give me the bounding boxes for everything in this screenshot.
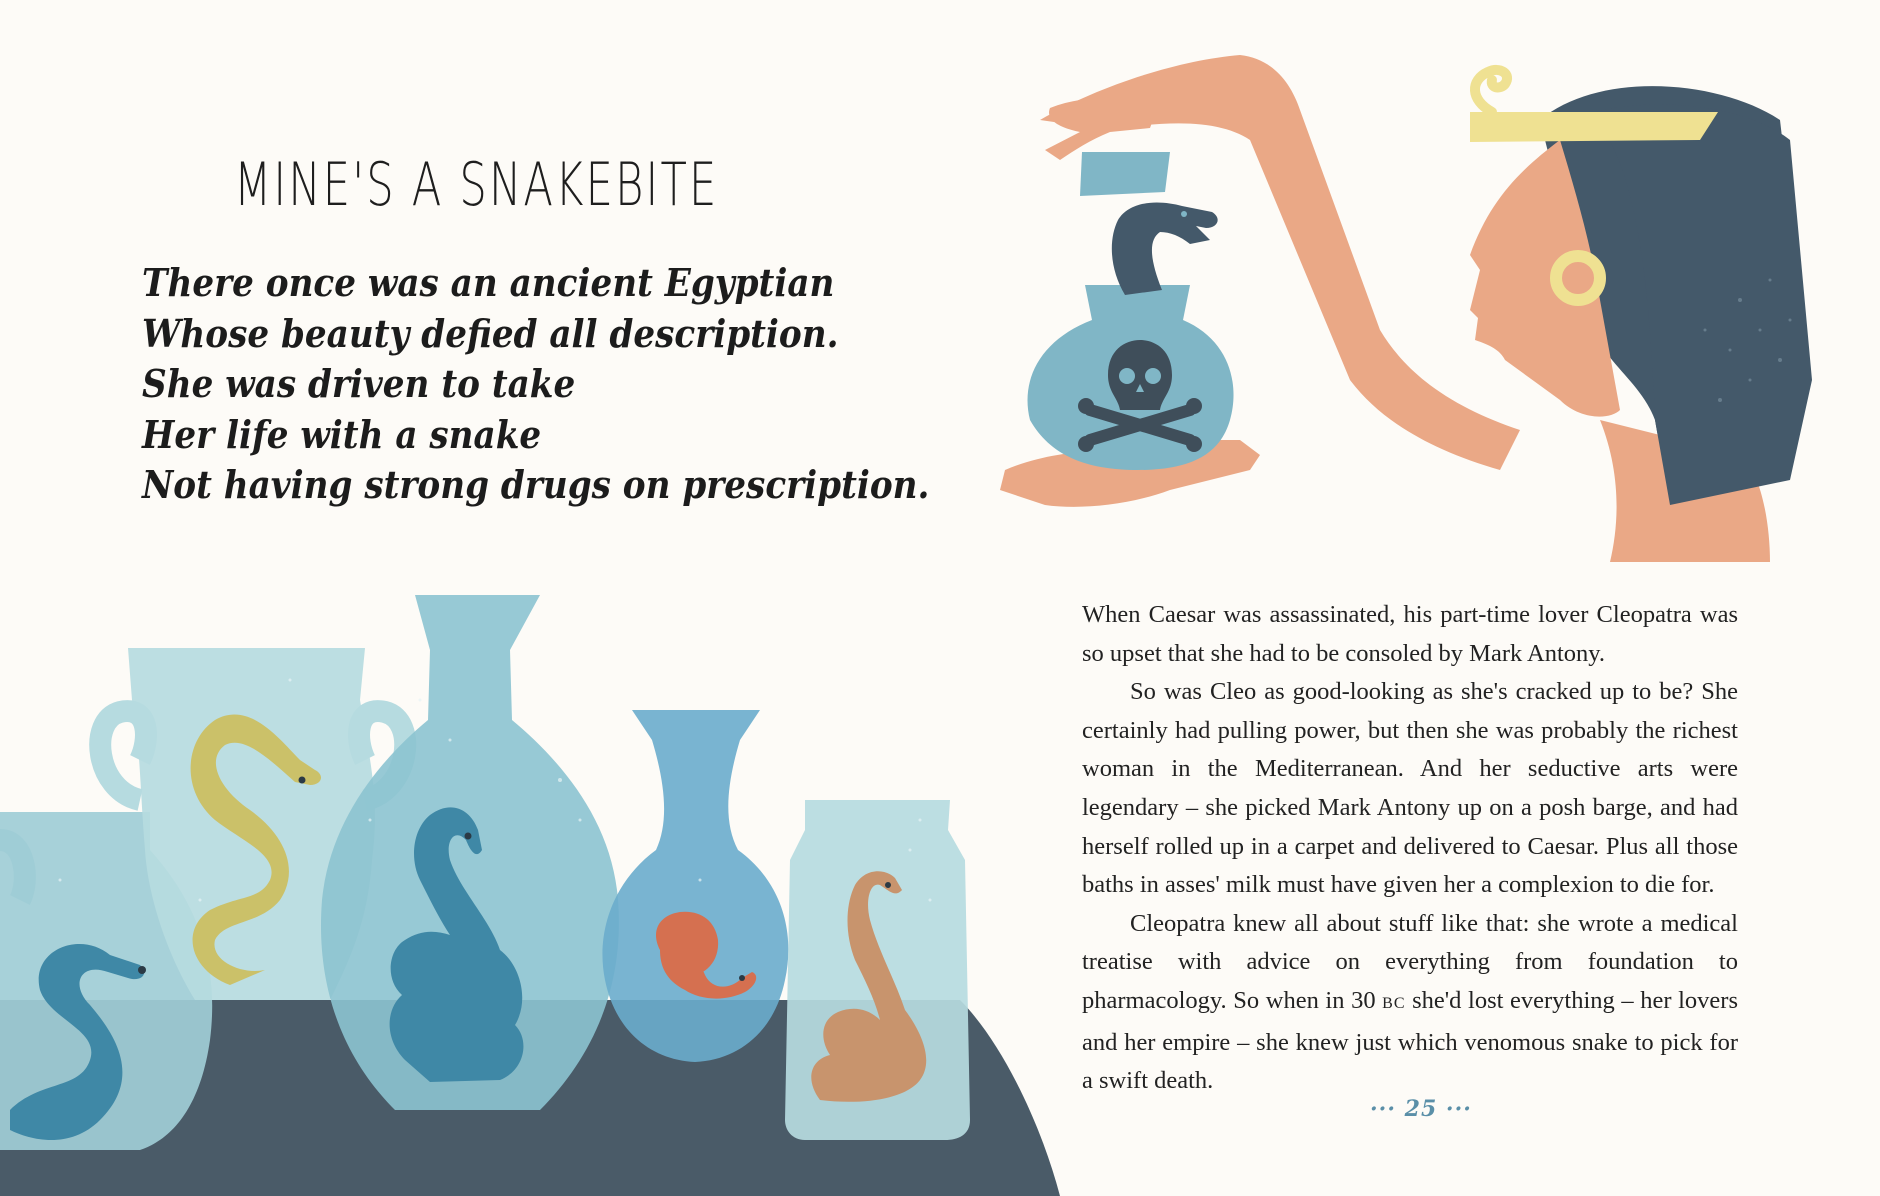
cleopatra-illustration [1000,55,1812,562]
vases-illustration [0,595,1060,1196]
era-abbreviation: BC [1382,994,1406,1012]
paragraph-3-end: she'd lost everything – her lovers and her empire – she knew just which venomous snake to pick for a swift death. [1082,986,1738,1095]
vase-blue [602,710,788,1062]
paragraph-1: When Caesar was assassinated, his part-time lover Cleopatra was so upset that she had to be consoled by Mark Antony. [1082,601,1738,667]
cleopatra-upper-hand [1045,96,1160,160]
paragraph-3 [1082,905,1738,1101]
page-number: ··· 25 ··· [1370,1096,1472,1122]
poem-line-1: There once was an ancient Egyptian [142,260,835,305]
paragraph-2: So was Cleo as good-looking as she's cracked up to be? She certainly had pulling power, but then she was probably the richest woman in the Mediterranean. And her seductive arts were legendary – she picked Mark Antony up on a posh barge, and had herself rolled up in a carpet and delivered to Caesar. Plus all those baths in asses' milk must have given her a complexion to die for. [1082,678,1738,899]
cleopatra-headband [1470,112,1718,142]
poem-line-2: Whose beauty defied all description. [142,310,839,356]
poem-line-3: She was driven to take [142,361,576,406]
poem-line-5: Not having strong drugs on prescription. [142,462,930,507]
paragraph-3-start: Cleopatra knew all about stuff like that: she wrote a medical treatise with advice on everything from foundation to pharmacology. So when in 30 [1082,909,1738,1014]
uraeus-snake-icon [1475,70,1507,112]
limerick-poem [142,258,930,511]
jar-stopper [1080,152,1170,196]
body-text [1082,596,1738,1101]
poem-line-4: Her life with a snake [142,411,542,457]
jar-snake-icon [1112,203,1218,295]
page-title: MINE'S A SNAKEBITE [234,150,719,220]
amphora-handle-left [100,711,146,800]
